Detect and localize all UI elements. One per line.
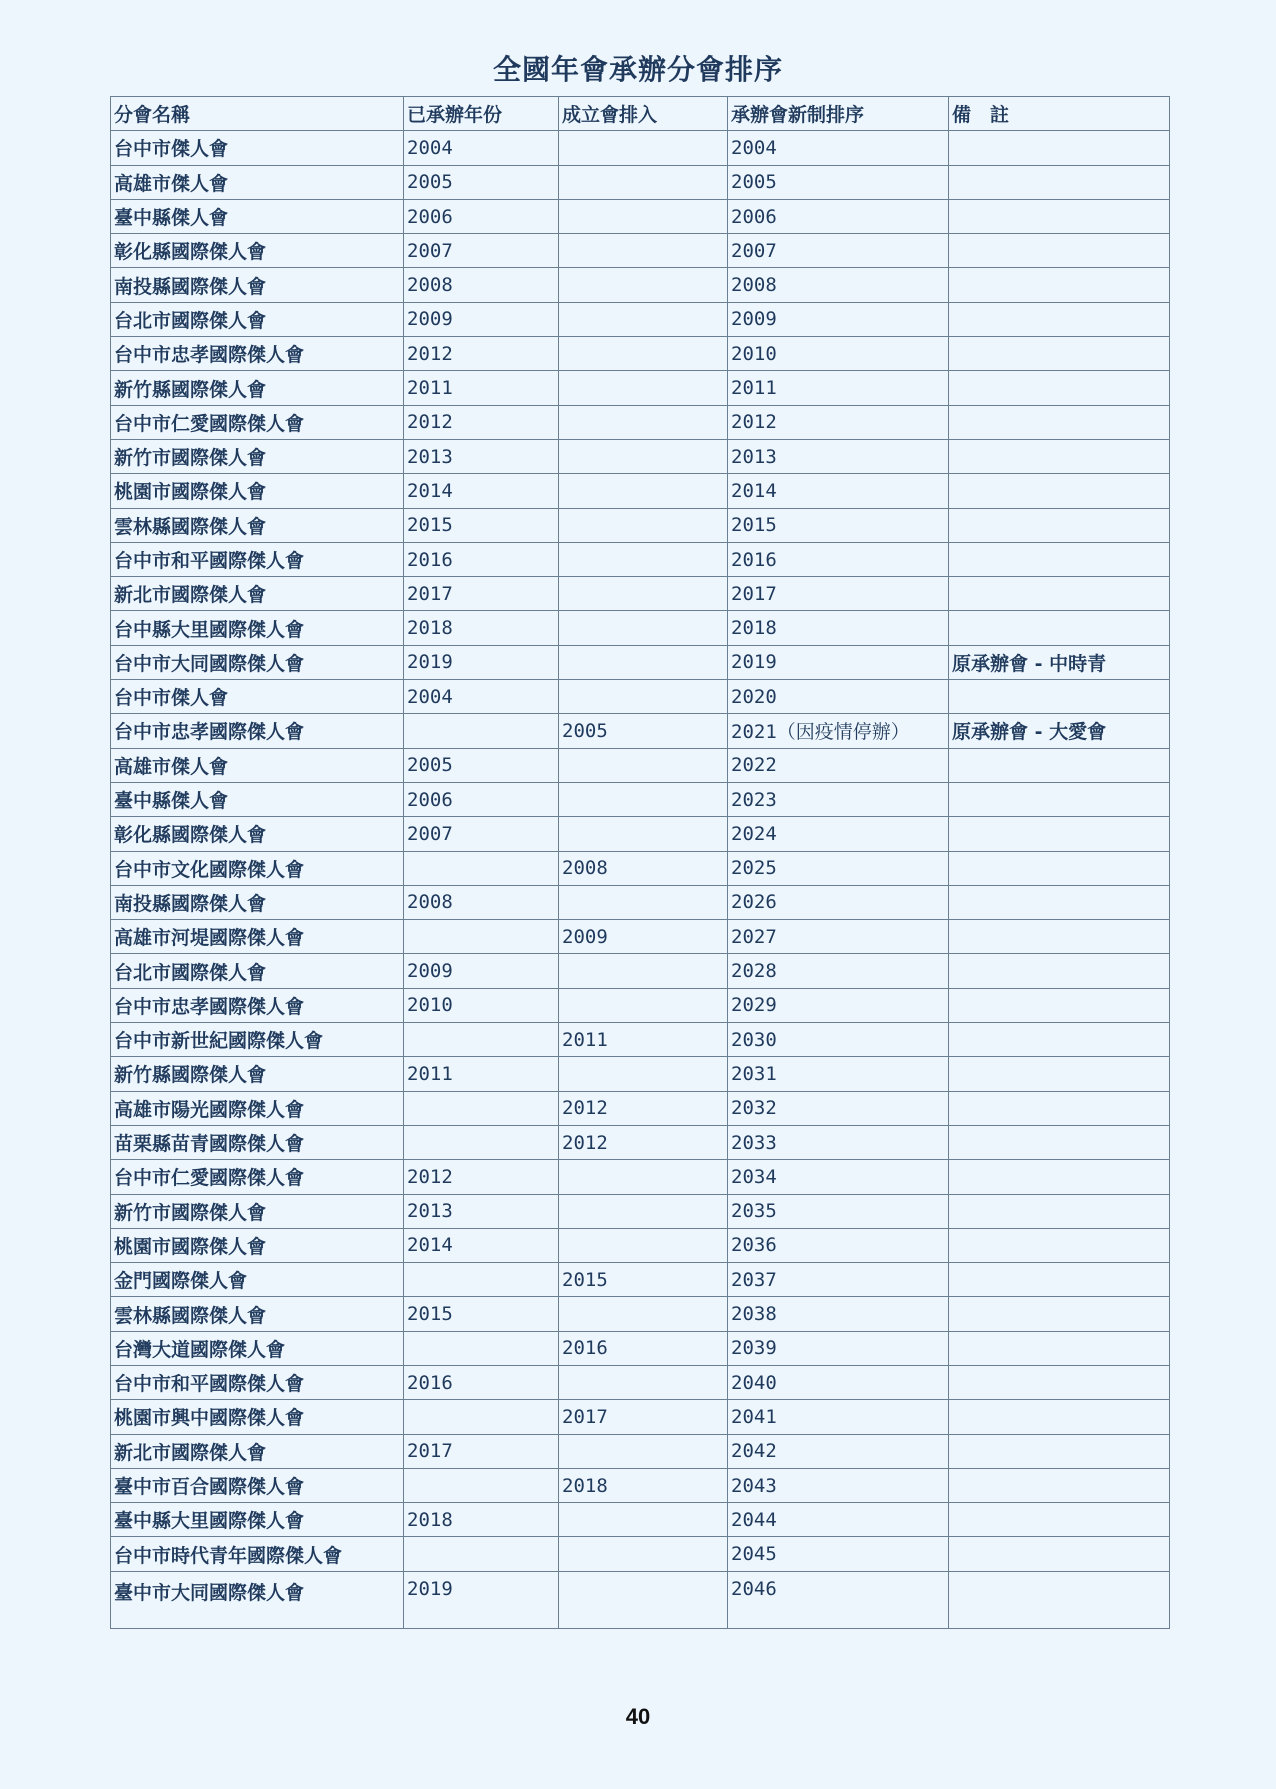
- table-row: [111, 1434, 1170, 1468]
- cell-branch-name: 高雄市陽光國際傑人會: [111, 1091, 404, 1125]
- cell-note: [949, 680, 1170, 714]
- table-row: [111, 1125, 1170, 1159]
- cell-new-rank: 2016: [728, 542, 949, 576]
- table-row: [111, 680, 1170, 714]
- cell-founding-order: 2005: [559, 714, 728, 748]
- cell-founding-order: [559, 1571, 728, 1628]
- cell-note: [949, 234, 1170, 268]
- cell-new-rank: 2041: [728, 1400, 949, 1434]
- cell-branch-name: 台北市國際傑人會: [111, 302, 404, 336]
- cell-founding-order: 2012: [559, 1091, 728, 1125]
- table-row: [111, 542, 1170, 576]
- cell-founding-order: [559, 508, 728, 542]
- cell-hosted-year: 2017: [404, 1434, 559, 1468]
- table-row: [111, 268, 1170, 302]
- cell-note: [949, 782, 1170, 816]
- cell-note: [949, 1091, 1170, 1125]
- cell-branch-name: 金門國際傑人會: [111, 1263, 404, 1297]
- table-row: [111, 439, 1170, 473]
- cell-branch-name: 雲林縣國際傑人會: [111, 508, 404, 542]
- cell-founding-order: [559, 1194, 728, 1228]
- cell-new-rank: 2036: [728, 1228, 949, 1262]
- cell-branch-name: 新竹市國際傑人會: [111, 1194, 404, 1228]
- cell-new-rank: 2017: [728, 577, 949, 611]
- cell-note: [949, 1503, 1170, 1537]
- cell-founding-order: 2015: [559, 1263, 728, 1297]
- cell-hosted-year: 2013: [404, 439, 559, 473]
- cell-founding-order: [559, 1228, 728, 1262]
- cell-new-rank: 2023: [728, 782, 949, 816]
- cell-new-rank: 2024: [728, 817, 949, 851]
- cell-new-rank: 2044: [728, 1503, 949, 1537]
- cell-hosted-year: 2008: [404, 268, 559, 302]
- cell-hosted-year: 2019: [404, 645, 559, 679]
- table-header-row: [111, 97, 1170, 131]
- cell-new-rank: 2042: [728, 1434, 949, 1468]
- header-founding-order: 成立會排入: [559, 97, 728, 131]
- cell-founding-order: [559, 748, 728, 782]
- cell-hosted-year: 2006: [404, 782, 559, 816]
- cell-founding-order: 2018: [559, 1468, 728, 1502]
- cell-founding-order: 2008: [559, 851, 728, 885]
- table-body: [111, 131, 1170, 1628]
- ranking-table: [110, 96, 1170, 1629]
- table-row: [111, 508, 1170, 542]
- cell-founding-order: 2012: [559, 1125, 728, 1159]
- cell-new-rank: 2030: [728, 1023, 949, 1057]
- cell-hosted-year: [404, 714, 559, 748]
- cell-founding-order: 2009: [559, 920, 728, 954]
- cell-branch-name: 台中市時代青年國際傑人會: [111, 1537, 404, 1571]
- table-row: [111, 1091, 1170, 1125]
- cell-note: [949, 405, 1170, 439]
- table-row: [111, 371, 1170, 405]
- cell-founding-order: [559, 1160, 728, 1194]
- cell-new-rank: 2038: [728, 1297, 949, 1331]
- table-row: [111, 645, 1170, 679]
- cell-hosted-year: 2008: [404, 885, 559, 919]
- cell-new-rank: 2046: [728, 1571, 949, 1628]
- cell-founding-order: [559, 577, 728, 611]
- cell-hosted-year: 2004: [404, 131, 559, 165]
- cell-hosted-year: [404, 1468, 559, 1502]
- table-row: [111, 954, 1170, 988]
- cell-note: [949, 611, 1170, 645]
- cell-hosted-year: 2016: [404, 542, 559, 576]
- table-row: [111, 1297, 1170, 1331]
- page-title: 全國年會承辦分會排序: [492, 53, 783, 86]
- cell-branch-name: 雲林縣國際傑人會: [111, 1297, 404, 1331]
- cell-branch-name: 臺中市大同國際傑人會: [111, 1571, 404, 1628]
- cell-hosted-year: 2005: [404, 165, 559, 199]
- cell-new-rank: 2039: [728, 1331, 949, 1365]
- cell-founding-order: [559, 474, 728, 508]
- cell-hosted-year: [404, 1331, 559, 1365]
- cell-hosted-year: 2011: [404, 371, 559, 405]
- cell-branch-name: 台中市忠孝國際傑人會: [111, 988, 404, 1022]
- cell-branch-name: 高雄市傑人會: [111, 165, 404, 199]
- cell-note: [949, 1057, 1170, 1091]
- cell-hosted-year: 2007: [404, 817, 559, 851]
- cell-new-rank: 2007: [728, 234, 949, 268]
- cell-note: [949, 1263, 1170, 1297]
- table-row: [111, 1160, 1170, 1194]
- table-row: [111, 1194, 1170, 1228]
- cell-new-rank: 2018: [728, 611, 949, 645]
- cell-founding-order: [559, 542, 728, 576]
- header-branch-name: 分會名稱: [111, 97, 404, 131]
- cell-note: [949, 199, 1170, 233]
- header-new-rank: 承辦會新制排序: [728, 97, 949, 131]
- cell-hosted-year: [404, 851, 559, 885]
- cell-new-rank: 2011: [728, 371, 949, 405]
- cell-hosted-year: 2006: [404, 199, 559, 233]
- cell-branch-name: 台中市和平國際傑人會: [111, 1365, 404, 1399]
- cell-new-rank: 2008: [728, 268, 949, 302]
- cell-hosted-year: [404, 1537, 559, 1571]
- cell-note: [949, 439, 1170, 473]
- table-row: [111, 1400, 1170, 1434]
- cell-branch-name: 新北市國際傑人會: [111, 1434, 404, 1468]
- cell-branch-name: 台灣大道國際傑人會: [111, 1331, 404, 1365]
- cell-note: [949, 851, 1170, 885]
- table-row: [111, 199, 1170, 233]
- table-row: [111, 817, 1170, 851]
- cell-branch-name: 桃園市國際傑人會: [111, 474, 404, 508]
- cell-hosted-year: 2015: [404, 508, 559, 542]
- table-row: [111, 782, 1170, 816]
- cell-note: [949, 1537, 1170, 1571]
- cell-founding-order: [559, 680, 728, 714]
- cell-note: [949, 1194, 1170, 1228]
- cell-hosted-year: 2007: [404, 234, 559, 268]
- cell-founding-order: [559, 199, 728, 233]
- cell-branch-name: 高雄市河堤國際傑人會: [111, 920, 404, 954]
- table-row: [111, 748, 1170, 782]
- cell-branch-name: 新竹市國際傑人會: [111, 439, 404, 473]
- table-row: [111, 1537, 1170, 1571]
- cell-branch-name: 台中市和平國際傑人會: [111, 542, 404, 576]
- cell-branch-name: 彰化縣國際傑人會: [111, 234, 404, 268]
- cell-new-rank: 2010: [728, 337, 949, 371]
- cell-branch-name: 高雄市傑人會: [111, 748, 404, 782]
- page-number: 40: [625, 1704, 651, 1729]
- cell-branch-name: 台中市仁愛國際傑人會: [111, 405, 404, 439]
- cell-founding-order: [559, 817, 728, 851]
- cell-new-rank: 2020: [728, 680, 949, 714]
- cell-founding-order: [559, 371, 728, 405]
- cell-branch-name: 台北市國際傑人會: [111, 954, 404, 988]
- cell-hosted-year: [404, 1091, 559, 1125]
- cell-hosted-year: [404, 1263, 559, 1297]
- cell-founding-order: [559, 645, 728, 679]
- cell-note: [949, 1331, 1170, 1365]
- cell-branch-name: 桃園市興中國際傑人會: [111, 1400, 404, 1434]
- cell-founding-order: [559, 337, 728, 371]
- cell-note: [949, 542, 1170, 576]
- cell-hosted-year: 2016: [404, 1365, 559, 1399]
- cell-founding-order: [559, 131, 728, 165]
- cell-hosted-year: 2018: [404, 1503, 559, 1537]
- cell-new-rank: 2012: [728, 405, 949, 439]
- cell-branch-name: 苗栗縣苗青國際傑人會: [111, 1125, 404, 1159]
- table-row: [111, 302, 1170, 336]
- cell-note: [949, 954, 1170, 988]
- cell-branch-name: 台中市忠孝國際傑人會: [111, 714, 404, 748]
- cell-founding-order: [559, 234, 728, 268]
- cell-new-rank: 2031: [728, 1057, 949, 1091]
- cell-note: [949, 268, 1170, 302]
- cell-founding-order: [559, 1297, 728, 1331]
- cell-new-rank: 2034: [728, 1160, 949, 1194]
- cell-hosted-year: 2009: [404, 302, 559, 336]
- cell-new-rank: 2035: [728, 1194, 949, 1228]
- cell-founding-order: [559, 1057, 728, 1091]
- cell-hosted-year: 2019: [404, 1571, 559, 1628]
- cell-note: [949, 1434, 1170, 1468]
- cell-note: [949, 1228, 1170, 1262]
- cell-new-rank: 2006: [728, 199, 949, 233]
- cell-hosted-year: [404, 920, 559, 954]
- cell-new-rank: 2028: [728, 954, 949, 988]
- cell-branch-name: 南投縣國際傑人會: [111, 268, 404, 302]
- cell-branch-name: 臺中縣大里國際傑人會: [111, 1503, 404, 1537]
- cell-branch-name: 台中市文化國際傑人會: [111, 851, 404, 885]
- cell-new-rank: 2032: [728, 1091, 949, 1125]
- cell-note: [949, 1571, 1170, 1628]
- cell-branch-name: 臺中市百合國際傑人會: [111, 1468, 404, 1502]
- cell-branch-name: 新竹縣國際傑人會: [111, 371, 404, 405]
- cell-branch-name: 新北市國際傑人會: [111, 577, 404, 611]
- cell-founding-order: 2016: [559, 1331, 728, 1365]
- cell-hosted-year: 2012: [404, 337, 559, 371]
- cell-note: [949, 748, 1170, 782]
- cell-hosted-year: 2015: [404, 1297, 559, 1331]
- cell-hosted-year: 2004: [404, 680, 559, 714]
- cell-new-rank: 2015: [728, 508, 949, 542]
- cell-hosted-year: 2011: [404, 1057, 559, 1091]
- cell-note: [949, 1297, 1170, 1331]
- cell-note: [949, 988, 1170, 1022]
- table-row: [111, 920, 1170, 954]
- cell-note: [949, 1468, 1170, 1502]
- cell-hosted-year: 2005: [404, 748, 559, 782]
- table-row: [111, 1057, 1170, 1091]
- table-row: [111, 1365, 1170, 1399]
- cell-founding-order: [559, 302, 728, 336]
- cell-hosted-year: 2012: [404, 405, 559, 439]
- cell-hosted-year: 2014: [404, 474, 559, 508]
- cell-hosted-year: 2013: [404, 1194, 559, 1228]
- cell-note: [949, 577, 1170, 611]
- table-row: [111, 851, 1170, 885]
- cell-branch-name: 彰化縣國際傑人會: [111, 817, 404, 851]
- cell-branch-name: 南投縣國際傑人會: [111, 885, 404, 919]
- cell-new-rank: 2045: [728, 1537, 949, 1571]
- header-hosted-year: 已承辦年份: [404, 97, 559, 131]
- table-row: [111, 988, 1170, 1022]
- cell-hosted-year: 2014: [404, 1228, 559, 1262]
- cell-note: 原承辦會 - 大愛會: [949, 714, 1170, 748]
- cell-founding-order: [559, 988, 728, 1022]
- table-row: [111, 1331, 1170, 1365]
- cell-founding-order: [559, 611, 728, 645]
- cell-new-rank: 2043: [728, 1468, 949, 1502]
- cell-hosted-year: [404, 1400, 559, 1434]
- cell-branch-name: 台中市大同國際傑人會: [111, 645, 404, 679]
- cell-founding-order: 2011: [559, 1023, 728, 1057]
- cell-note: [949, 302, 1170, 336]
- table-row: [111, 1503, 1170, 1537]
- cell-branch-name: 臺中縣傑人會: [111, 199, 404, 233]
- table-row: [111, 1571, 1170, 1628]
- cell-hosted-year: [404, 1023, 559, 1057]
- cell-new-rank: 2033: [728, 1125, 949, 1159]
- table-row: [111, 1263, 1170, 1297]
- cell-founding-order: [559, 1434, 728, 1468]
- cell-new-rank: 2013: [728, 439, 949, 473]
- cell-new-rank: 2019: [728, 645, 949, 679]
- header-note: 備 註: [949, 97, 1170, 131]
- cell-founding-order: [559, 439, 728, 473]
- table-row: [111, 1023, 1170, 1057]
- cell-founding-order: [559, 268, 728, 302]
- cell-new-rank: 2005: [728, 165, 949, 199]
- cell-founding-order: [559, 782, 728, 816]
- cell-branch-name: 桃園市國際傑人會: [111, 1228, 404, 1262]
- cell-new-rank: 2022: [728, 748, 949, 782]
- cell-new-rank: 2027: [728, 920, 949, 954]
- table-row: [111, 1468, 1170, 1502]
- cell-branch-name: 台中市忠孝國際傑人會: [111, 337, 404, 371]
- cell-new-rank: 2014: [728, 474, 949, 508]
- cell-note: [949, 1160, 1170, 1194]
- cell-branch-name: 臺中縣傑人會: [111, 782, 404, 816]
- cell-branch-name: 台中市傑人會: [111, 680, 404, 714]
- cell-hosted-year: 2010: [404, 988, 559, 1022]
- cell-note: [949, 1125, 1170, 1159]
- table-row: [111, 337, 1170, 371]
- cell-hosted-year: 2017: [404, 577, 559, 611]
- table-row: [111, 611, 1170, 645]
- cell-hosted-year: 2012: [404, 1160, 559, 1194]
- cell-note: [949, 371, 1170, 405]
- cell-founding-order: [559, 165, 728, 199]
- cell-branch-name: 台中縣大里國際傑人會: [111, 611, 404, 645]
- cell-founding-order: [559, 405, 728, 439]
- cell-branch-name: 新竹縣國際傑人會: [111, 1057, 404, 1091]
- table-row: [111, 474, 1170, 508]
- cell-founding-order: [559, 954, 728, 988]
- table-row: [111, 577, 1170, 611]
- cell-new-rank: 2004: [728, 131, 949, 165]
- table-row: [111, 1228, 1170, 1262]
- cell-branch-name: 台中市仁愛國際傑人會: [111, 1160, 404, 1194]
- cell-note: [949, 337, 1170, 371]
- cell-founding-order: [559, 1537, 728, 1571]
- cell-new-rank: 2026: [728, 885, 949, 919]
- cell-hosted-year: 2009: [404, 954, 559, 988]
- table-row: [111, 714, 1170, 748]
- cell-note: [949, 474, 1170, 508]
- cell-new-rank: 2040: [728, 1365, 949, 1399]
- cell-founding-order: 2017: [559, 1400, 728, 1434]
- cell-note: [949, 165, 1170, 199]
- cell-founding-order: [559, 885, 728, 919]
- cell-note: 原承辦會 - 中時青: [949, 645, 1170, 679]
- cell-note: [949, 817, 1170, 851]
- cell-new-rank: 2021（因疫情停辦）: [728, 714, 949, 748]
- cell-new-rank: 2009: [728, 302, 949, 336]
- table-row: [111, 165, 1170, 199]
- cell-new-rank: 2025: [728, 851, 949, 885]
- cell-founding-order: [559, 1503, 728, 1537]
- table-row: [111, 885, 1170, 919]
- cell-hosted-year: [404, 1125, 559, 1159]
- cell-note: [949, 508, 1170, 542]
- cell-note: [949, 131, 1170, 165]
- cell-branch-name: 台中市新世紀國際傑人會: [111, 1023, 404, 1057]
- cell-new-rank: 2029: [728, 988, 949, 1022]
- cell-note: [949, 1023, 1170, 1057]
- cell-founding-order: [559, 1365, 728, 1399]
- cell-new-rank: 2037: [728, 1263, 949, 1297]
- cell-branch-name: 台中市傑人會: [111, 131, 404, 165]
- table-row: [111, 405, 1170, 439]
- cell-hosted-year: 2018: [404, 611, 559, 645]
- cell-note: [949, 885, 1170, 919]
- cell-note: [949, 920, 1170, 954]
- cell-note: [949, 1400, 1170, 1434]
- cell-note: [949, 1365, 1170, 1399]
- table-row: [111, 131, 1170, 165]
- table-row: [111, 234, 1170, 268]
